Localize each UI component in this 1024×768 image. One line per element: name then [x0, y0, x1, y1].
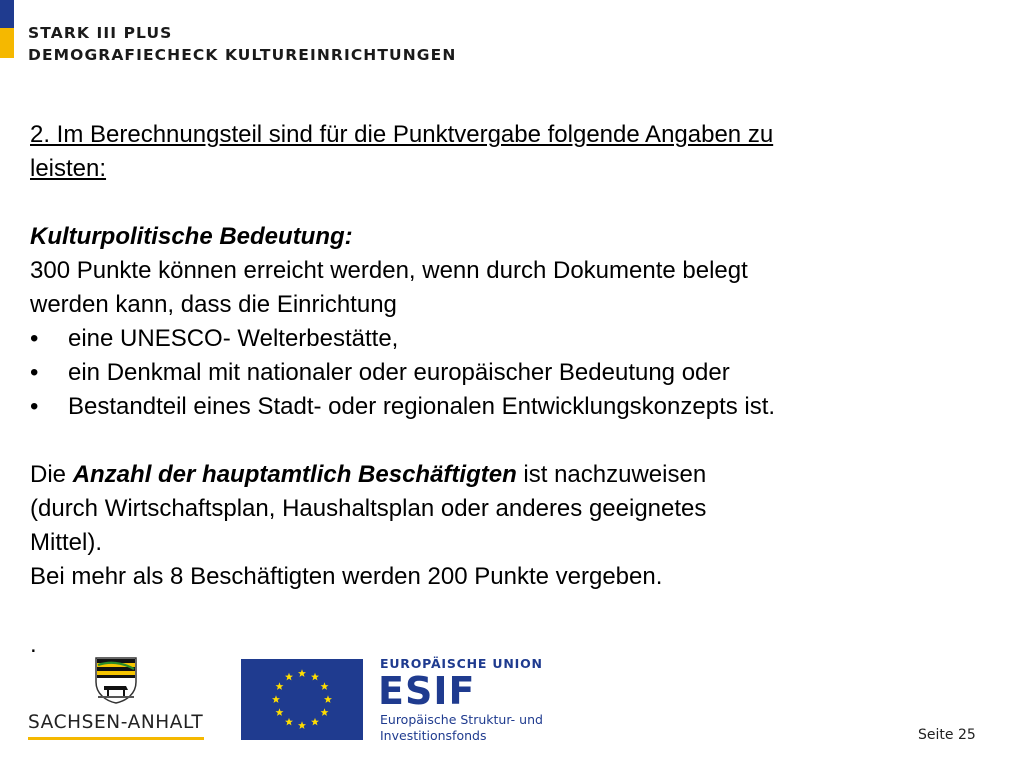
paragraph-2-line3: Mittel). — [30, 529, 102, 556]
header-title-line1: STARK III PLUS — [28, 24, 173, 42]
esif-title: ESIF — [378, 669, 476, 713]
slide-header — [28, 22, 456, 66]
paragraph-3: Bei mehr als 8 Beschäftigten werden 200 Punkte vergeben. — [30, 563, 663, 590]
paragraph-2-suffix: ist nachzuweisen — [516, 461, 707, 488]
paragraph-1-line1: 300 Punkte können erreicht werden, wenn durch Dokumente belegt — [30, 257, 748, 284]
section-title: Kulturpolitische Bedeutung: — [30, 223, 353, 250]
bullet-text: Bestandteil eines Stadt- oder regionalen Entwicklungskonzepts ist. — [68, 393, 776, 420]
bullet-item — [30, 322, 970, 356]
slide-body — [30, 118, 970, 662]
header-accent-blue — [0, 0, 14, 28]
eu-flag-icon — [241, 659, 363, 740]
paragraph-2-line1 — [30, 458, 970, 492]
bullet-item — [30, 356, 970, 390]
paragraph-2-emphasis: Anzahl der hauptamtlich Beschäftigten — [72, 461, 517, 488]
state-logo-underline — [28, 737, 204, 740]
bullet-marker: • — [30, 393, 39, 420]
body-heading-line1: 2. Im Berechnungsteil sind für die Punktvergabe folgende Angaben zu — [30, 121, 774, 148]
esif-subtitle-line2: Investitionsfonds — [380, 728, 487, 743]
state-logo-name: SACHSEN-ANHALT — [28, 712, 204, 733]
esif-logo — [380, 656, 580, 746]
paragraph-2-line2: (durch Wirtschaftsplan, Haushaltsplan oder anderes geeignetes — [30, 495, 707, 522]
sachsen-anhalt-logo — [28, 656, 208, 742]
sachsen-anhalt-crest-icon — [94, 656, 138, 704]
bullet-marker: • — [30, 325, 39, 352]
paragraph-1-line2: werden kann, dass die Einrichtung — [30, 291, 397, 318]
body-heading-line2: leisten: — [30, 155, 107, 182]
header-title-line2: DEMOGRAFIECHECK KULTUREINRICHTUNGEN — [28, 46, 457, 64]
bullet-marker: • — [30, 359, 39, 386]
bullet-item — [30, 390, 970, 424]
bullet-text: ein Denkmal mit nationaler oder europäischer Bedeutung oder — [68, 359, 730, 386]
esif-union-label: EUROPÄISCHE UNION — [380, 656, 543, 671]
header-accent-yellow — [0, 28, 14, 58]
paragraph-2-prefix: Die — [30, 461, 73, 488]
trailing-dot: . — [30, 631, 37, 658]
page-number: Seite 25 — [918, 727, 976, 743]
esif-subtitle-line1: Europäische Struktur- und — [380, 712, 543, 727]
bullet-text: eine UNESCO- Welterbestätte, — [68, 325, 399, 352]
